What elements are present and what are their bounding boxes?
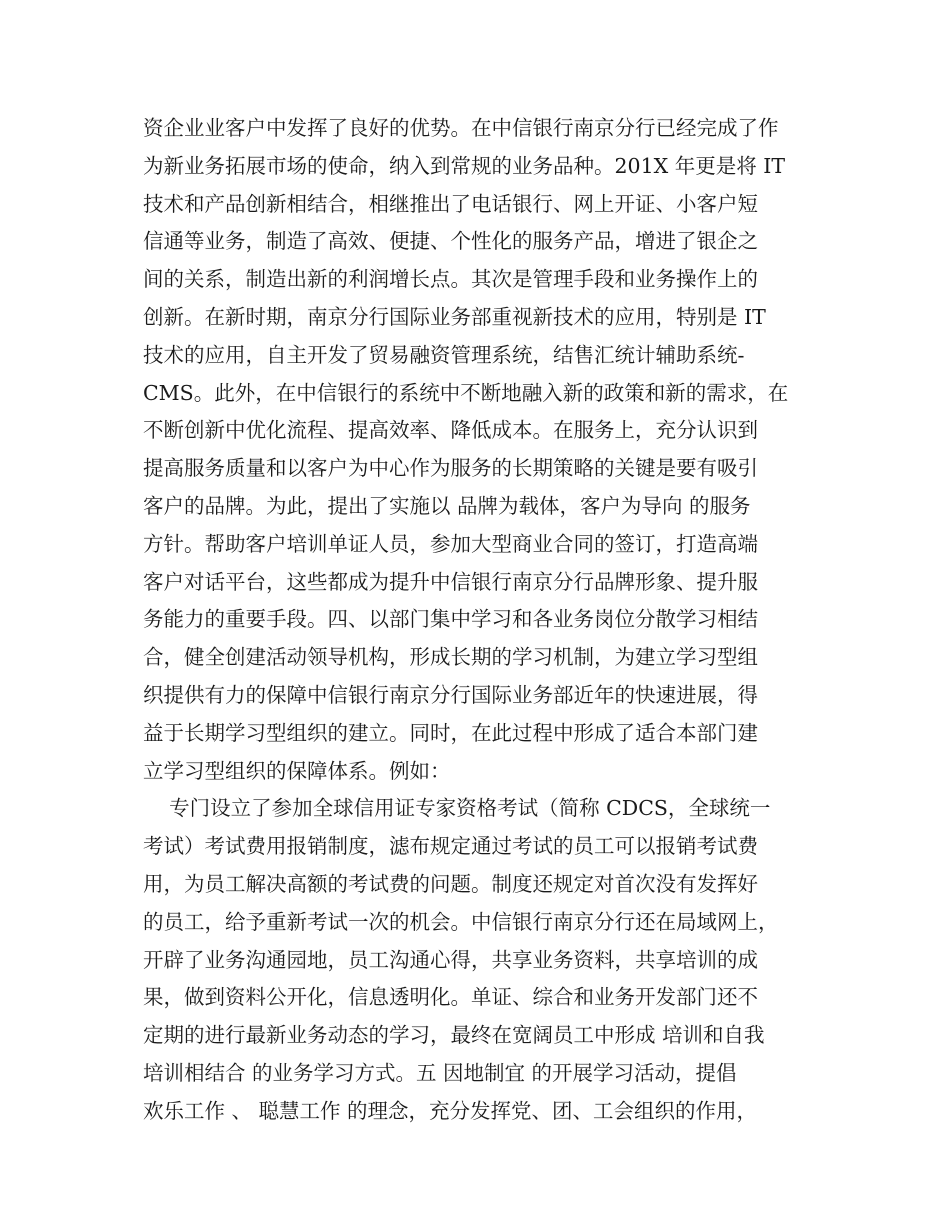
text-line: 开辟了业务沟通园地，员工沟通心得，共享业务资料，共享培训的成: [143, 947, 758, 972]
text-line: 织提供有力的保障中信银行南京分行国际业务部近年的快速进展，得: [143, 682, 758, 707]
text-line: 务能力的重要手段。四、以部门集中学习和各业务岗位分散学习相结: [143, 607, 758, 632]
text-line: 益于长期学习型组织的建立。同时，在此过程中形成了适合本部门建: [143, 720, 758, 745]
text-line: 的员工，给予重新考试一次的机会。中信银行南京分行还在局域网上，: [143, 909, 779, 934]
text-line: 资企业业客户中发挥了良好的优势。在中信银行南京分行已经完成了作: [143, 116, 779, 140]
text-line: 技术和产品创新相结合，相继推出了电话银行、网上开证、小客户短: [143, 191, 758, 216]
text-line: 创新。在新时期，南京分行国际业务部重视新技术的应用，特别是 IT: [143, 304, 766, 329]
body-text: [143, 110, 823, 1131]
text-line: 果，做到资料公开化，信息透明化。单证、综合和业务开发部门还不: [143, 985, 758, 1010]
text-line: 定期的进行最新业务动态的学习，最终在宽阔员工中形成 培训和自我: [143, 1023, 765, 1048]
text-line: 合，健全创建活动领导机构，形成长期的学习机制，为建立学习型组: [143, 645, 758, 670]
text-line: 培训相结合 的业务学习方式。五 因地制宜 的开展学习活动，提倡: [143, 1060, 737, 1085]
text-line: 为新业务拓展市场的使命，纳入到常规的业务品种。201X 年更是将 IT: [143, 153, 786, 178]
text-line: 技术的应用，自主开发了贸易融资管理系统，结售汇统计辅助系统-: [143, 342, 745, 367]
text-line: 用，为员工解决高额的考试费的问题。制度还规定对首次没有发挥好: [143, 871, 758, 896]
text-line: 不断创新中优化流程、提高效率、降低成本。在服务上，充分认识到: [143, 418, 758, 443]
text-line: 方针。帮助客户培训单证人员，参加大型商业合同的签订，打造高端: [143, 531, 758, 556]
text-line: 欢乐工作 、 聪慧工作 的理念，充分发挥党、团、工会组织的作用，: [143, 1098, 758, 1123]
text-line: 立学习型组织的保障体系。例如：: [143, 758, 451, 783]
text-line: 间的关系，制造出新的利润增长点。其次是管理手段和业务操作上的: [143, 267, 758, 292]
text-line: 客户的品牌。为此，提出了实施以 品牌为载体，客户为导向 的服务: [143, 493, 751, 518]
text-line: 信通等业务，制造了高效、便捷、个性化的服务产品，增进了银企之: [143, 229, 758, 254]
text-line: 提高服务质量和以客户为中心作为服务的长期策略的关键是要有吸引: [143, 456, 758, 481]
text-line: 考试）考试费用报销制度，滤布规定通过考试的员工可以报销考试费: [143, 834, 758, 859]
text-line: 专门设立了参加全球信用证专家资格考试（简称 CDCS，全球统一: [143, 796, 771, 821]
text-line: CMS。此外，在中信银行的系统中不断地融入新的政策和新的需求，在: [143, 380, 789, 405]
text-line: 客户对话平台，这些都成为提升中信银行南京分行品牌形象、提升服: [143, 569, 758, 594]
